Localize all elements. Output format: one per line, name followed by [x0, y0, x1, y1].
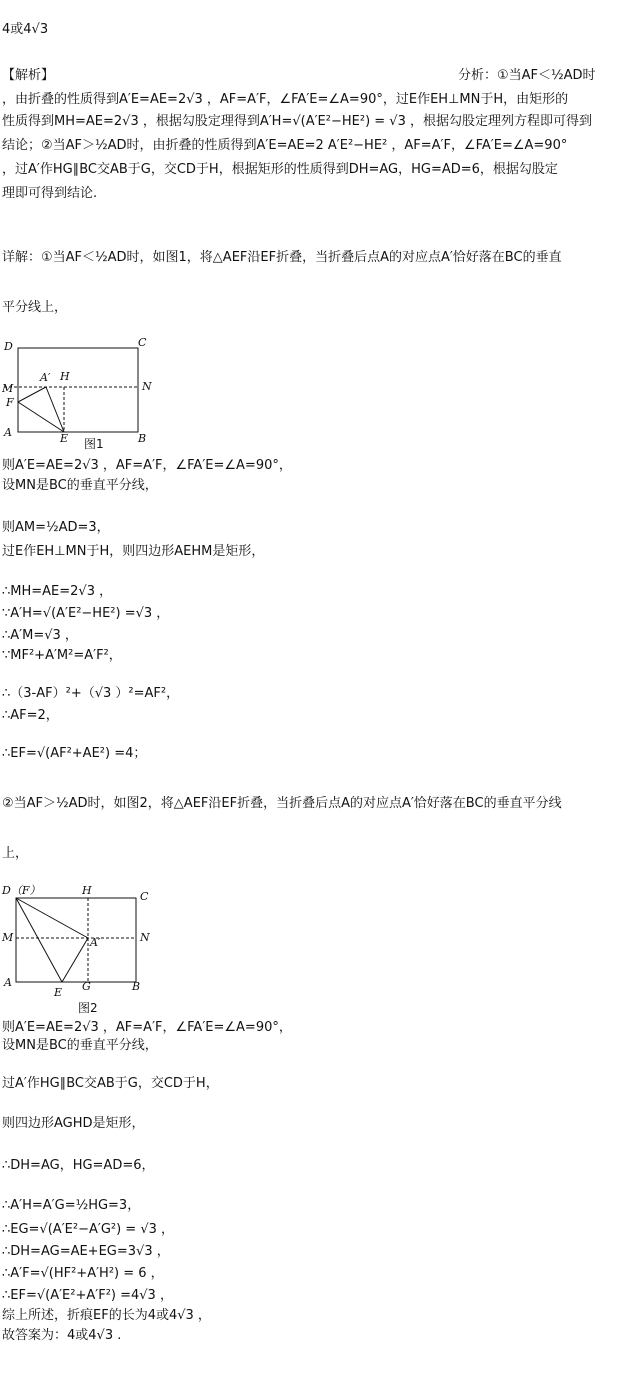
analysis-label: 【解析】 [2, 68, 55, 83]
label-f: F [6, 396, 14, 409]
part2-line: 上， [2, 846, 29, 861]
label-c: C [140, 890, 149, 903]
label-e: E [60, 432, 69, 445]
detail-line: 详解：①当AF＜½AD时，如图1，将△AEF沿EF折叠，当折叠后点A的对应点A′恰好落在BC的垂直 [2, 250, 562, 265]
analysis-right: 分析：①当AF＜½AD时 [458, 68, 596, 83]
line-fe [18, 402, 64, 432]
part3-line: 则四边形AGHD是矩形， [2, 1116, 145, 1131]
figure-caption: 图1 [84, 437, 104, 450]
analysis-line: ，过A′作HG∥BC交AB于G，交CD于H，根据矩形的性质得到DH=AG，HG=AD=6，根据勾股定 [2, 162, 558, 177]
rectangle-abcd [18, 348, 138, 432]
part3-line: 过A′作HG∥BC交AB于G，交CD于H， [2, 1076, 219, 1091]
label-n: N [142, 380, 152, 393]
part3-line: ∴DH=AG，HG=AD=6， [2, 1158, 155, 1173]
part1-line: 过E作EH⊥MN于H，则四边形AEHM是矩形， [2, 544, 265, 559]
label-n: N [140, 931, 150, 944]
part1-line: ∴（3-AF）²+（√3 ）²=AF²， [2, 686, 180, 701]
part2-line: ②当AF＞½AD时，如图2，将△AEF沿EF折叠，当折叠后点A的对应点A′恰好落在BC的垂直平分线 [2, 796, 562, 811]
part3-line: ∴A′H=A′G=½HG=3， [2, 1198, 141, 1213]
label-g: G [82, 980, 91, 993]
part1-line: ∴MH=AE=2√3 ， [2, 584, 113, 599]
part1-line: ∴EF=√(AF²+AE²) =4； [2, 746, 147, 761]
figure-1 [0, 330, 160, 450]
part3-line: 故答案为：4或4√3 . [2, 1328, 122, 1343]
line-a1e [46, 387, 64, 432]
part1-line: ∵A′H=√(A′E²−HE²) =√3 ， [2, 606, 170, 621]
analysis-line: 结论；②当AF＞½AD时，由折叠的性质得到A′E=AE=2 A′E²−HE² ，AF=A′F，∠FA′E=∠A=90° [2, 138, 568, 153]
part1-line: 则AM=½AD=3， [2, 520, 110, 535]
analysis-line: 性质得到MH=AE=2√3 ，根据勾股定理得到A′H=√(A′E²−HE²) = √3 ，根据勾股定理列方程即可得到 [2, 114, 592, 129]
rectangle-abcd [16, 898, 136, 982]
part1-line: 则A′E=AE=2√3 ，AF=A′F，∠FA′E=∠A=90°， [2, 458, 292, 473]
detail-line: 平分线上， [2, 300, 68, 315]
label-m: M [2, 382, 14, 395]
analysis-line: 理即可得到结论. [2, 186, 98, 201]
part3-line: ∴A′F=√(HF²+A′H²) = 6 ， [2, 1266, 164, 1281]
line-a1e [62, 938, 88, 982]
label-a: A [4, 976, 12, 989]
part3-line: 则A′E=AE=2√3 ，AF=A′F，∠FA′E=∠A=90°， [2, 1020, 292, 1035]
label-b: B [132, 980, 141, 993]
label-m: M [2, 931, 14, 944]
part3-line: ∴EF=√(A′E²+A′F²) =4√3 ， [2, 1288, 173, 1303]
label-d: D [4, 340, 13, 353]
figure-2 [0, 878, 160, 1018]
line-fa1 [18, 387, 46, 402]
part3-line: 综上所述，折痕EF的长为4或4√3 ， [2, 1308, 211, 1323]
analysis-line: ，由折叠的性质得到A′E=AE=2√3 ，AF=A′F，∠FA′E=∠A=90°，过E作EH⊥MN于H，由矩形的 [2, 92, 569, 107]
part3-line: 设MN是BC的垂直平分线， [2, 1038, 158, 1053]
label-d-f: D（F） [2, 884, 41, 897]
answer-line: 4或4√3 [2, 22, 49, 37]
part3-line: ∴DH=AG=AE+EG=3√3 ， [2, 1244, 170, 1259]
figure-caption: 图2 [78, 1001, 98, 1015]
label-e: E [54, 986, 63, 999]
label-b: B [138, 432, 147, 445]
label-a: A [4, 426, 12, 439]
part1-line: ∵MF²+A′M²=A′F²， [2, 648, 122, 663]
part1-line: 设MN是BC的垂直平分线， [2, 478, 158, 493]
label-a-prime: A′ [90, 936, 101, 949]
label-h: H [60, 370, 70, 383]
label-a-prime: A′ [40, 371, 51, 384]
label-h: H [82, 884, 92, 897]
part1-line: ∴A′M=√3 ， [2, 628, 78, 643]
label-c: C [138, 336, 147, 349]
part3-line: ∴EG=√(A′E²−A′G²) = √3 ， [2, 1222, 175, 1237]
part1-line: ∴AF=2， [2, 708, 59, 723]
